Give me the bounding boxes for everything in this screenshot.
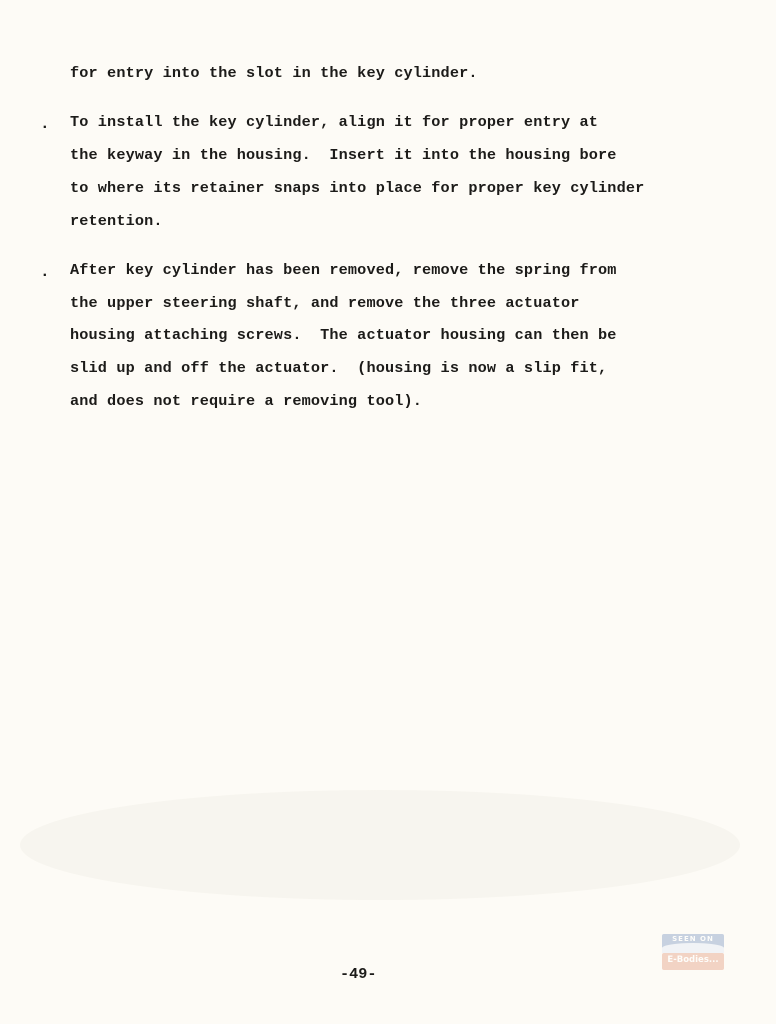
bullet-2-line-1: After key cylinder has been removed, remove the spring from bbox=[70, 261, 617, 279]
bullet-1: . bbox=[40, 115, 50, 133]
watermark-top-text: SEEN ON bbox=[672, 935, 714, 943]
paragraph-continuation-line: for entry into the slot in the key cylinder. bbox=[70, 64, 478, 82]
watermark-bottom-text: E-Bodies... bbox=[667, 955, 719, 965]
bullet-1-line-2: the keyway in the housing. Insert it into the housing bore bbox=[70, 146, 617, 164]
watermark-bottom-band bbox=[662, 953, 724, 970]
bullet-2-line-5: and does not require a removing tool). bbox=[70, 392, 423, 410]
bullet-2-line-2: the upper steering shaft, and remove the three actuator bbox=[70, 294, 580, 312]
bullet-1-line-3: to where its retainer snaps into place for proper key cylinder bbox=[70, 179, 645, 197]
watermark-swoosh bbox=[662, 943, 724, 953]
bullet-2: . bbox=[40, 263, 50, 281]
bullet-2-line-3: housing attaching screws. The actuator housing can then be bbox=[70, 326, 617, 344]
bleed-through-mark bbox=[20, 790, 740, 900]
page-number: -49- bbox=[340, 965, 377, 983]
bullet-2-line-4: slid up and off the actuator. (housing is now a slip fit, bbox=[70, 359, 608, 377]
bullet-1-line-1: To install the key cylinder, align it for proper entry at bbox=[70, 113, 599, 131]
bullet-1-line-4: retention. bbox=[70, 212, 163, 230]
watermark-logo bbox=[662, 934, 724, 972]
